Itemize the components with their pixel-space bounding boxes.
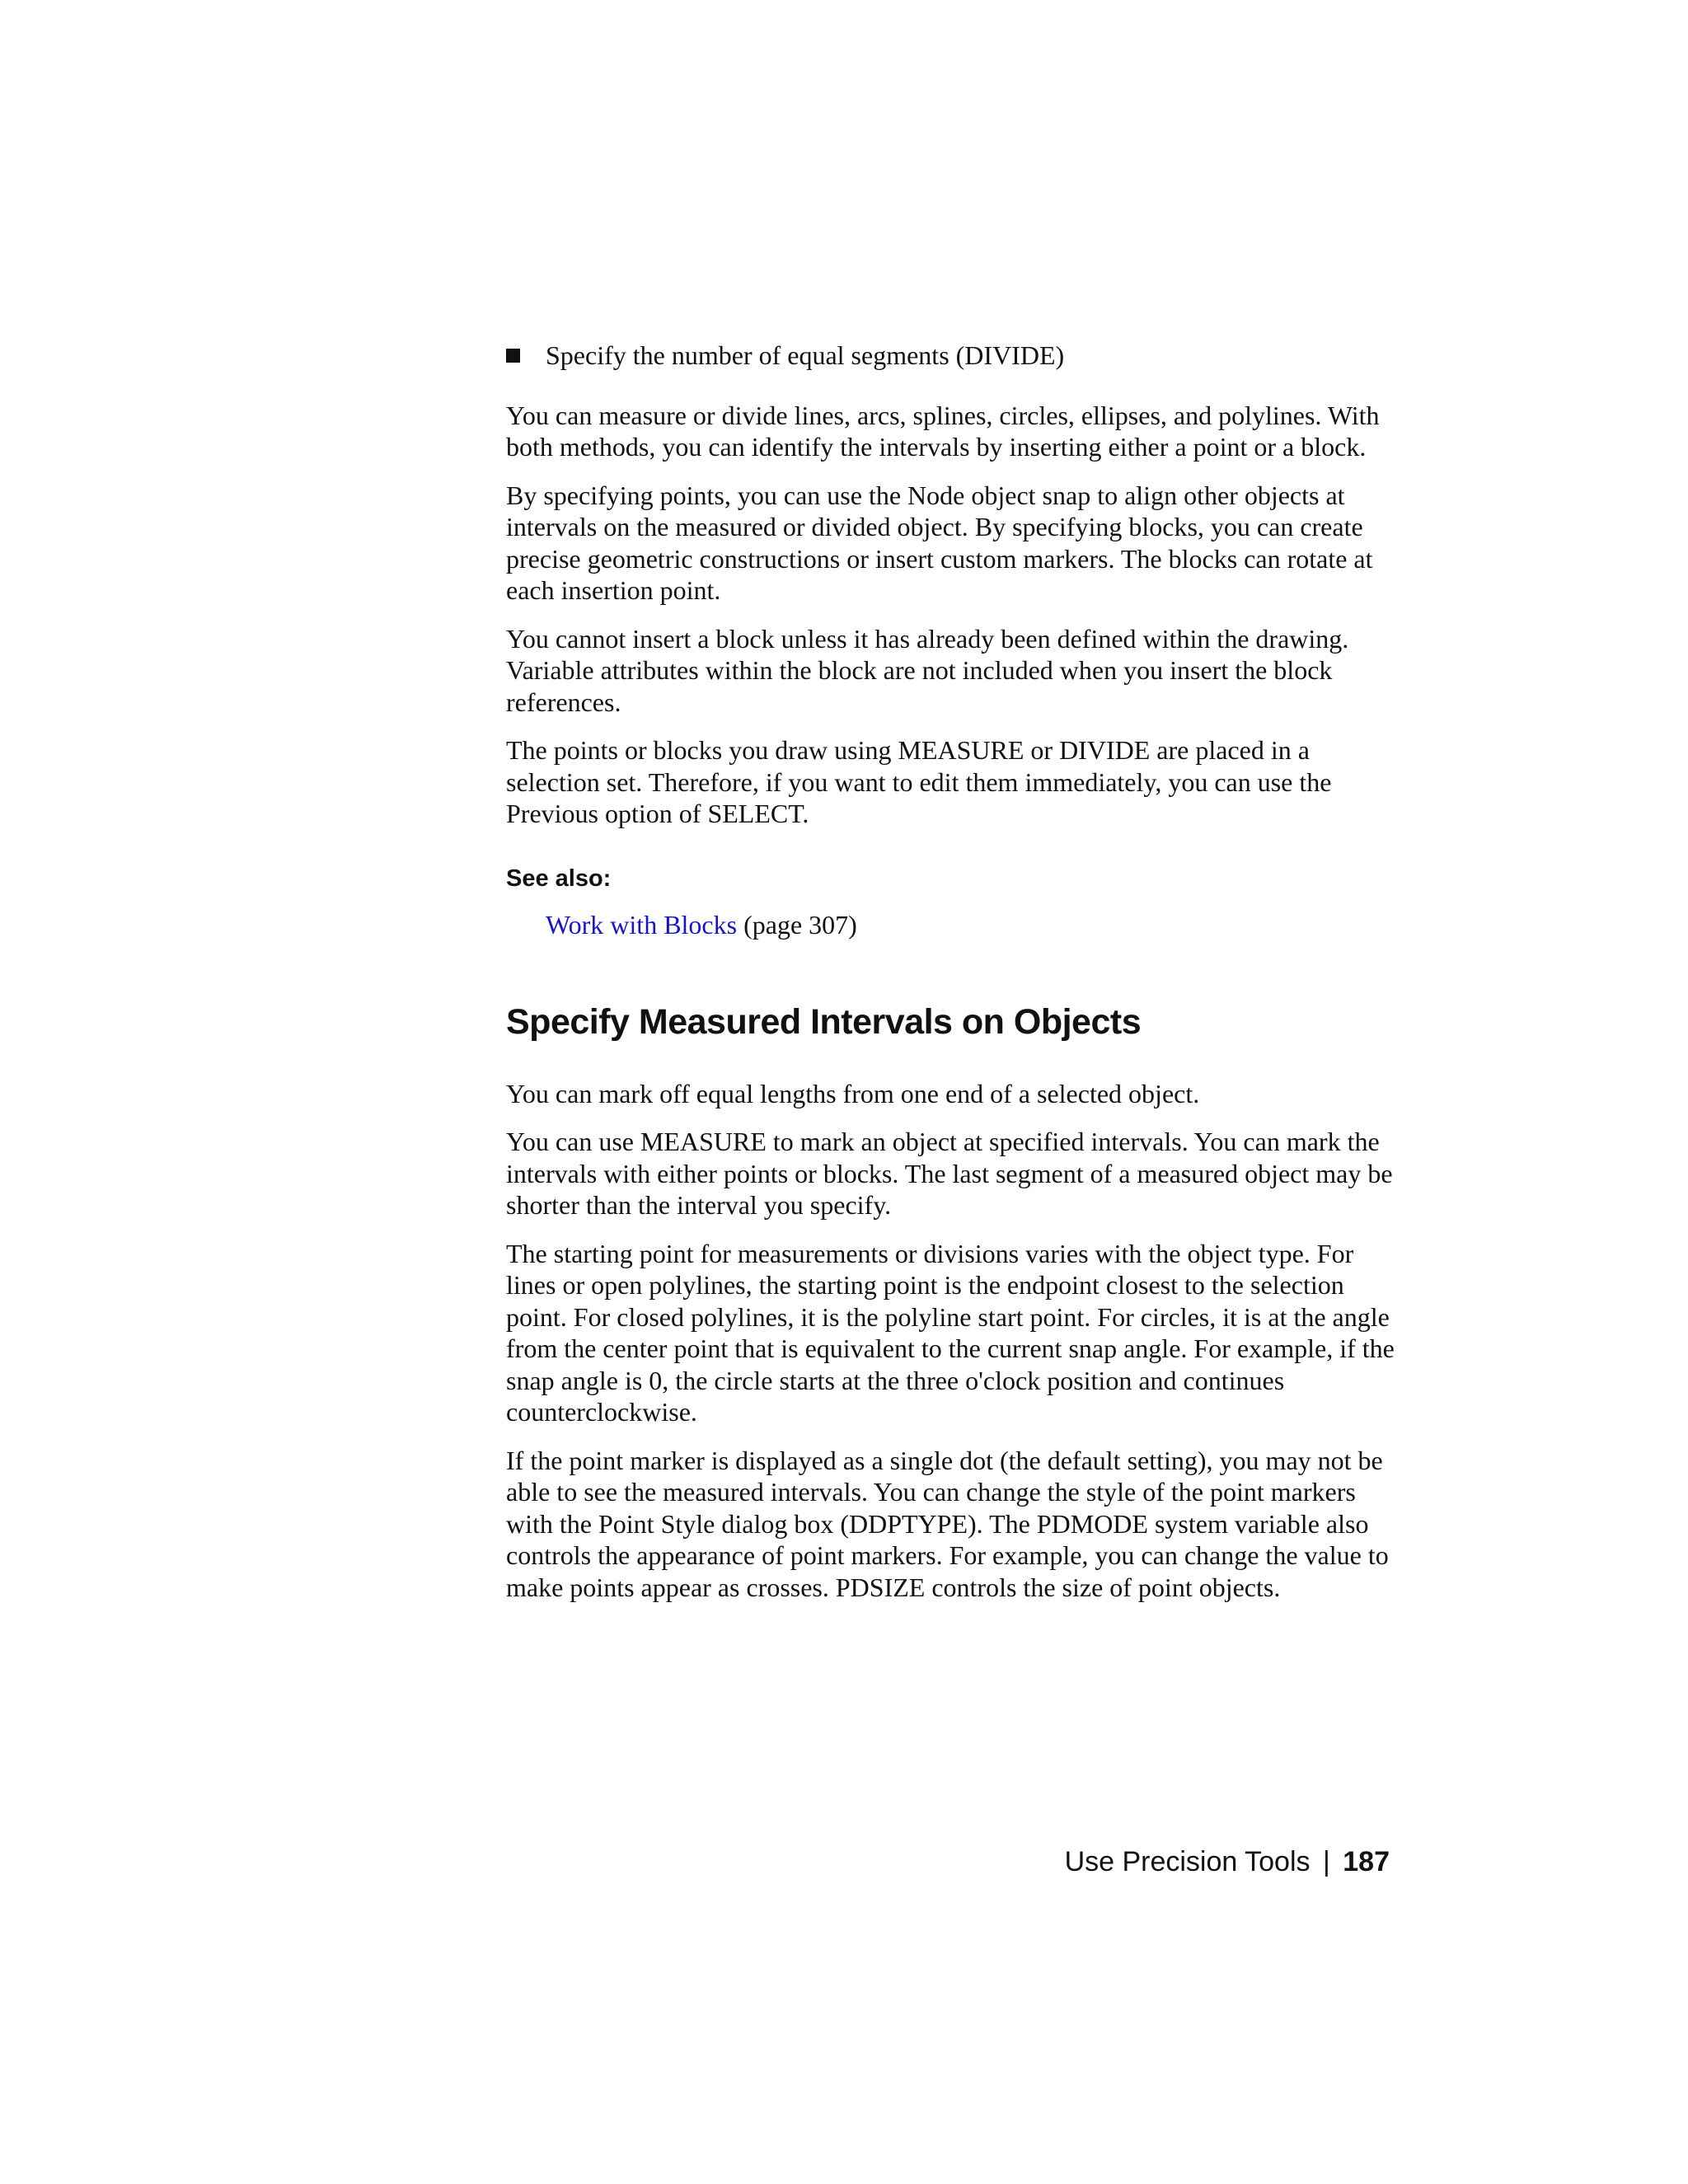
- points-blocks-paragraph: By specifying points, you can use the Node object snap to align other objects at intervals on the measured or divided object. By specifying blocks, you can create precise geometric constructions or insert custom markers. The blocks can rotate at each insertion point.: [506, 480, 1373, 605]
- see-also-entry: [546, 909, 1396, 941]
- intro-paragraph: You can measure or divide lines, arcs, splines, circles, ellipses, and polylines. With both methods, you can identify the intervals by inserting either a point or a block.: [506, 400, 1380, 462]
- selection-set-paragraph: The points or blocks you draw using MEASURE or DIVIDE are placed in a selection set. Therefore, if you want to edit them immediately, you can use the Previous option of SELECT.: [506, 735, 1332, 828]
- chapter-title: Use Precision Tools: [1064, 1846, 1311, 1877]
- footer-separator: |: [1322, 1846, 1330, 1877]
- bullet-item: [506, 340, 1396, 372]
- starting-point-paragraph: The starting point for measurements or divisions varies with the object type. For lines or open polylines, the starting point is the endpoint closest to the selection point. For closed polylines, it is the polyline start point. For circles, it is at the angle from the center point that is equivalent to the current snap angle. For example, if the snap angle is 0, the circle starts at the three o'clock position and continues counterclockwise.: [506, 1238, 1395, 1427]
- section-heading: Specify Measured Intervals on Objects: [506, 1001, 1142, 1042]
- page-content: [506, 340, 1396, 1619]
- page-footer: [1065, 1846, 1390, 1878]
- point-marker-paragraph: If the point marker is displayed as a single dot (the default setting), you may not be able to see the measured intervals. You can change the style of the point markers with the Point Style dialog box (DDPTYPE). The PDMODE system variable also controls the appearance of point markers. For example, you can change the value to make points appear as crosses. PDSIZE controls the size of point objects.: [506, 1445, 1389, 1602]
- square-bullet-icon: [506, 349, 520, 363]
- page-reference: (page 307): [743, 910, 857, 940]
- measure-paragraph: You can use MEASURE to mark an object at specified intervals. You can mark the intervals with either points or blocks. The last segment of a measured object may be shorter than the interval you specify.: [506, 1127, 1393, 1220]
- section-intro-paragraph: You can mark off equal lengths from one end of a selected object.: [506, 1078, 1200, 1108]
- work-with-blocks-link[interactable]: Work with Blocks: [546, 910, 738, 940]
- bullet-text: Specify the number of equal segments (DIVIDE): [546, 340, 1065, 370]
- page-number: 187: [1343, 1846, 1390, 1877]
- block-definition-paragraph: You cannot insert a block unless it has already been defined within the drawing. Variable attributes within the block are not included when you insert the block references.: [506, 623, 1349, 717]
- see-also-label: See also:: [506, 865, 612, 892]
